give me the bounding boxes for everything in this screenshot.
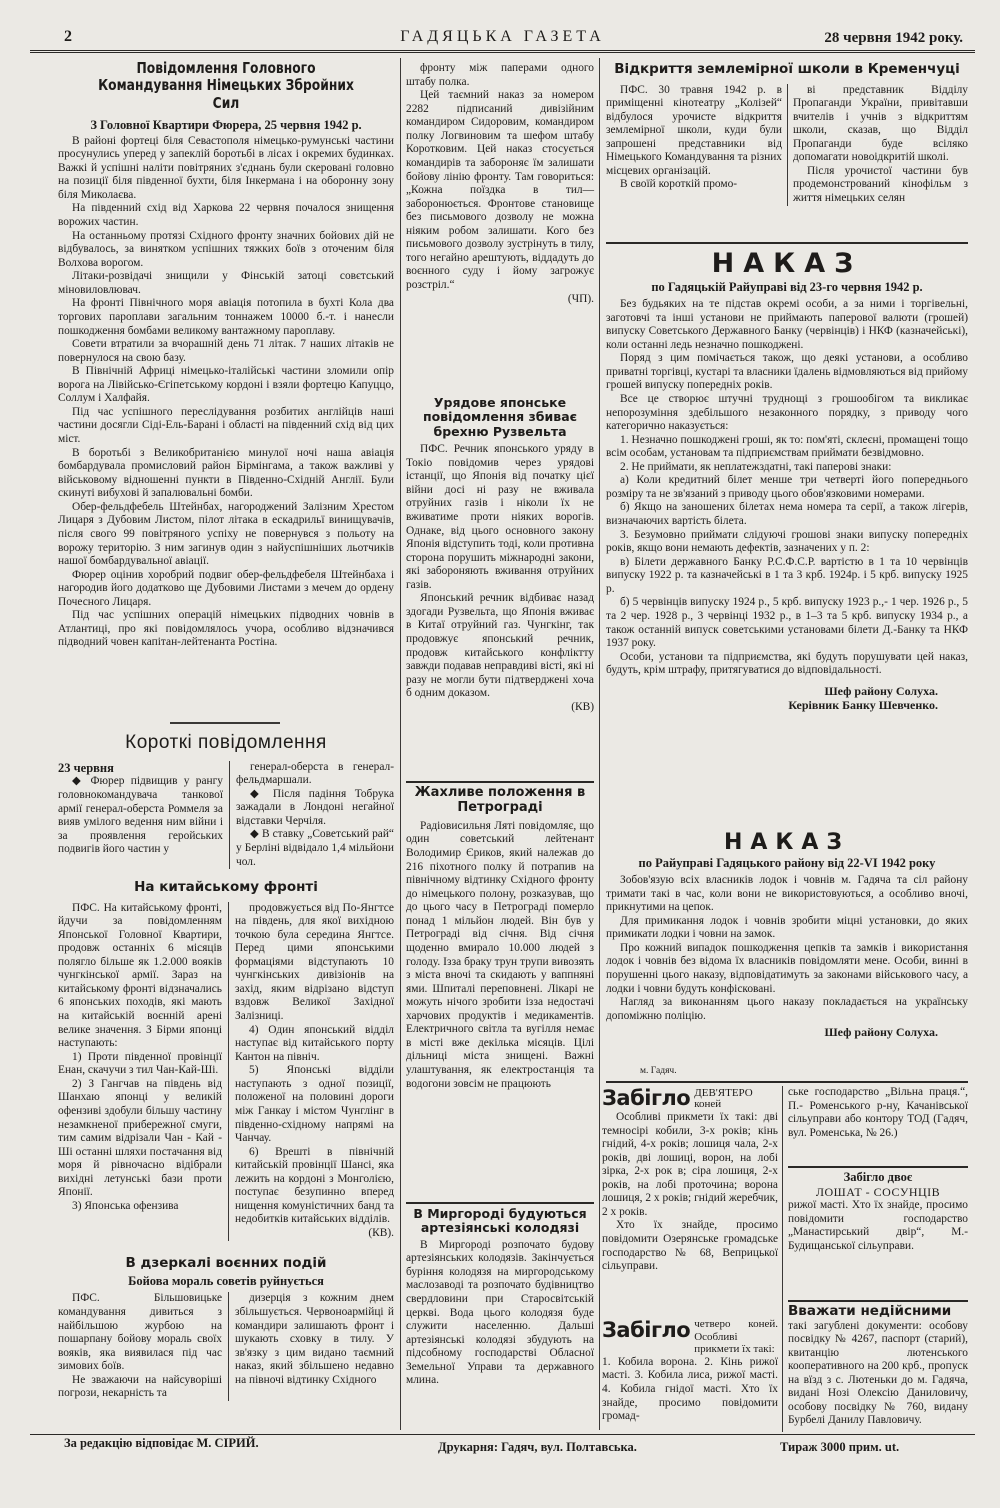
paragraph: ПФС. На китайському фронті, йдучи за повідомленням Японської Головної Квартири, продовж останніх 6 місяців полягло більше як 1.2.000 вояків чунгкінської армії. Зараз на китайському фронті відзначались 6 японських походів, які мають на китайській воєнній арені велике значення. З Бірми японці наступають: — [58, 901, 222, 1050]
school-right — [793, 84, 968, 206]
paragraph: Особи, установи та підприємства, які будуть порушувати цей наказ, будуть, крім штрафу, притягуватися до відповідальності. — [606, 650, 968, 677]
paragraph: 3. Безумовно приймати слідуючі грошові знаки випуску попередніх років, якщо вони немають дефектів, зазначених у п. 2: — [606, 528, 968, 555]
article-ghq-report — [58, 60, 394, 726]
source-tag: (ЧП). — [567, 292, 594, 305]
article-body — [58, 135, 394, 650]
paragraph: Совети втратили за вчорашній день 71 літак. 7 наших літаків не повернулося на свою базу. — [58, 338, 394, 364]
separator — [606, 242, 968, 244]
paragraph: Цей таємний наказ за номером 2282 підписаний дивізійним командиром Сидоровим, командиром полку Логвиновим та шефом штабу Коротковим. Цей наказ стосується командирів та забороняє їм залишати бойову лінію фронту. Там говориться: „Кожна поїздка в тил—заборонюється. Фронтове становище без письмового дозволу не можна ніяким робом залишати. Кого без письмового дозволу зустрінуть в тилу, того негайно арештують, віддадуть до воєнного суду і йому загрожує розстріл.“ — [406, 89, 594, 291]
ad-title: Забігло двоє — [843, 1170, 913, 1184]
order-title: НАКАЗ — [711, 248, 863, 279]
page-number: 2 — [64, 28, 72, 45]
news-date: 23 червня — [58, 760, 114, 775]
paragraph: б) Якщо на заношених білетах нема номера та серії, а також лігерів, визначаючих вартість білета. — [606, 501, 968, 527]
ad-two-foals — [788, 1170, 968, 1300]
paragraph: Після урочистої частини був продемонстрований кінофільм з життя німецьких селян — [793, 164, 968, 205]
paragraph: Все це створює штучні труднощі з грошообігом та викликає непорозуміння здебільшого незаконного порядку, з приводу чого категорично наказується: — [606, 392, 968, 433]
newspaper-title: ГАДЯЦЬКА ГАЗЕТА — [400, 28, 605, 45]
paragraph: 6) Врешті в північній китайській провінції Шансі, яка лежить на кордоні з Монголією, поступає безупинно вперед нищення комуністичних банд та недобитків китайських відділів. — [235, 1145, 394, 1226]
place-label: м. Гадяч. — [640, 1066, 677, 1076]
article-body — [406, 443, 594, 701]
paragraph: генерал-оберста в генерал-фельдмаршали. — [236, 760, 394, 787]
paragraph: Літаки-розвідачі знищили у Фінській затоці совєтський міновиловлювач. — [58, 270, 394, 296]
paragraph: 4) Один японський відділ наступає від китайського порту Кантон на північ. — [235, 1023, 394, 1063]
paragraph: продовжується від По-Янгтсе на південь, для якої вихідною точкою була середина Янгтсе. Перед цими японськими формаціями відступають 10 чунгкінських дивізіонів на захід, яким відрізано відступ вздовж Великої Західної Залізниці. — [235, 901, 394, 1023]
paragraph: ПФС. Речник японського уряду в Токіо повідомив через урядові істанції, що Японія від початку цієї війни досі ні разу не вживала отруйних газів і ніколи їх не вживатиме проти ніяких ворогів. Однаке, від цього основного закону Японія відступить тоді, коли противна сторона порушить міжнародні закони, які забороняють вживання отруйних газів. — [406, 443, 594, 591]
ad-divider — [782, 1086, 783, 1432]
ad-text: Хто їх знайде, просимо повідомити Озерянське громадське господарство № 68, Веприцької сільуправи. — [602, 1219, 778, 1273]
paragraph: Фюрер оцінив хоробрий подвиг обер-фельдфебеля Штейнбаха і нагородив його додатково ще Дубовими Листами з мечем до ордену Почесного Лицаря. — [58, 568, 394, 608]
order-title: НАКАЗ — [723, 830, 851, 855]
article-mirror-events — [58, 1256, 394, 1430]
paragraph: Під час успішного переслідування розбитих англійців наші частини досягли Сіді-Ель-Барані і області на південний схід від цих міст. — [58, 405, 394, 445]
order-body — [606, 298, 968, 678]
separator — [606, 1081, 968, 1083]
article-short-news — [58, 732, 394, 882]
printer-line: Друкарня: Гадяч, вул. Полтавська. — [438, 1440, 637, 1454]
masthead — [30, 28, 975, 53]
order-body — [606, 874, 968, 1023]
paragraph: Для примикання лодок і човнів зробити міцні установки, до яких примикати лодки і човни на замок. — [606, 914, 968, 941]
article-title: Жахливе положення в Петрограді — [414, 785, 586, 815]
ad-text: Особливі прикмети їх такі: дві темносірі кобили, 3-х років; кінь гнідий, 4-х років; лошиця чала, 2-х років, дві лошиці, ворон, на лобі зірка, 2-х рок в; сіра лошиця, 2-х років, на лобі проточина; ворона лошиця, 2 х років; гнідий жеребчик, 2 х років. — [602, 1110, 778, 1218]
separator — [788, 1166, 968, 1168]
order-subtitle: по Райуправі Гадяцького району від 22-VI 1942 року — [638, 856, 936, 871]
paragraph: Нагляд за виконанням цього наказу покладається на українську допоміжню поліцію. — [606, 996, 968, 1022]
article-school — [606, 62, 968, 242]
paragraph: В Миргороді розпочато будову артезіянських колодязів. Закінчується буріння колодязя на миргородському маслозаводі та розпочато будівництво свердловини при Старосвітській церкві. Вода цього колодязя буде служити населенню. Дальші артезіянські колодязі збудують на підсобному господарстві Обласної Земельної Управи та державного млина. — [406, 1238, 594, 1387]
paragraph: Без будьяких на те підстав окремі особи, а за ними і торгівельні, заготовчі та інші установи не приймають паперової валюти (грошей) випуску Советського Державного Банку (червінців) і НКФ (казначейські), коли останні ледь незначно пошкоджені. — [606, 298, 968, 351]
signature: Шеф району Солуха. — [824, 1025, 938, 1040]
paragraph: ПФС. 30 травня 1942 р. в приміщенні кінотеатру „Колізей“ відбулося урочисте відкриття землемірної школи, куди були запрошені представники від Німецького Командування та різних місцевих організацій. — [606, 83, 782, 177]
paragraph: В Північній Африці німецько-італійські частини зломили опір ворога на Лівійсько-Єгіпетському кордоні і взяли фортецю Капуццо, Соллум і Халфайя. — [58, 365, 394, 405]
ad-title: Забігло — [602, 1318, 691, 1342]
article-subtitle: Бойова мораль советів руйнується — [128, 1273, 324, 1288]
article-title: Відкриття землемірної школи в Кременчуці — [614, 61, 960, 77]
paragraph: дизерція з кожним днем збільшується. Червоноармійці й командири залишають фронт і шукають сховку в тилу. У зв'язку з цим видано таємний наказ, який збільшено недавно на півночі відтинку Східного — [235, 1292, 394, 1386]
column-divider — [400, 58, 401, 1430]
paragraph: ◆ Фюрер підвищив у рангу головнокомандувача танкової армії генерал-оберста Роммеля за вияв умілого ведення ним війни і за проявлення геройських подвигів його частин у — [58, 775, 223, 856]
article-title: Урядове японське повідомлення збиває брехню Рузвельта — [422, 395, 578, 439]
ad-text: такі загублені документи: особову посвідку № 4267, паспорт (старий), квитанцію лютенського кооперативного на 200 крб., пропуск на вїзд з с. Лютеньки до м. Гадяча, видані Нозі Олексію Даниловичу, особову посвідку № 760, видану Бурбелі Данилу Павловичу. — [788, 1319, 968, 1427]
ad-continuation — [788, 1086, 968, 1168]
paragraph: 1. Незначно пошкоджені гроші, як то: пом'яті, склеєні, промащені тощо всім особам, установам та підприємствам приймати безвідмовно. — [606, 433, 968, 460]
ad-title: Забігло — [602, 1086, 691, 1110]
ad-nine-horses — [602, 1086, 778, 1314]
paragraph: На південний схід від Харкова 22 червня почалося знищення ворожих частин. — [58, 202, 394, 228]
paragraph: фронту між паперами одного штабу полка. — [406, 62, 594, 88]
column-divider — [599, 58, 600, 1430]
separator — [406, 1202, 594, 1204]
paragraph: в) Білети державного Банку Р.С.Ф.С.Р. вартістю в 1 та 10 червінців випуску 1922 р. та казначейські в 1 та 3 крб. 1924р. і 5 крб. випуску 1925 р. — [606, 555, 968, 595]
china-left — [58, 902, 222, 1241]
news-right — [236, 761, 394, 870]
paragraph: Японський речник відбиває назад здогади Рузвельта, що Японія вживає в Китаї отруйний газ. Чунгкінг, так продовжує японський речник, продовж китайського конфліктту завжди подавав неправдиві вісті, які ні разу не могли бути підтверджені хоча б одним доказом. — [406, 592, 594, 700]
footer-rule — [30, 1434, 975, 1435]
paragraph: Зобов'язую всіх власників лодок і човнів м. Гадяча та сіл району тримати такі в час, коли вони не використовуються, а особливо вночі, прикнутими на цепок. — [606, 874, 968, 914]
paragraph: а) Коли кредитний білет менше три четверті його попереднього розміру та не зв'язаний з приводу цього обов'язковими номерами. — [606, 474, 968, 500]
paragraph: ПФС. Більшовицьке командування дивиться з найбільшою журбою на пошарпану бойову мораль своїх вояків, яка виявилася під час зимових боїв. — [58, 1292, 222, 1373]
continuation-body — [406, 62, 594, 293]
paragraph: 2) З Гангчав на південь від Шанхаю японці у великій офензиві здобули більшу частину незамкненої прибережної смуги, тим самим відрізали Чан - Кай - Ші останні шляхи постачання від моря й рівночасно відібрали вихідні летунські бази проти Японії. — [58, 1077, 222, 1199]
order-subtitle: по Гадяцькій Райуправі від 23-го червня 1942 р. — [651, 280, 923, 295]
news-left — [58, 775, 223, 856]
article-body — [406, 1239, 594, 1388]
article-continuation — [406, 62, 594, 386]
circulation-line: Тираж 3000 прим. ut. — [780, 1440, 900, 1454]
article-japan — [406, 396, 594, 776]
article-title: В Миргороді будуються артезіянські колодязі — [413, 1206, 587, 1236]
ad-text: рижої масті. Хто їх знайде, просимо повідомити господарство „Манастирський двір“, М.-Будищанської сільуправи. — [788, 1199, 968, 1252]
school-left — [606, 84, 782, 206]
order-1 — [606, 248, 968, 828]
ad-text: ське господарство „Вільна праця.“, П.- Роменського р-ну, Качанівської сільуправи або контору ТОД (Гадяч, вул. Роменська, № 26.) — [788, 1086, 968, 1139]
paragraph: ◆ В ставку „Советський рай“ у Берліні відвідало 1,4 мільйони чол. — [236, 828, 394, 868]
source-tag: (КВ) — [571, 700, 594, 713]
article-mirgorod — [406, 1207, 594, 1432]
article-petrograd — [406, 786, 594, 1206]
ad-title-sub: ЛОШАТ - СОСУНЦІВ — [815, 1184, 941, 1199]
article-title: Повідомлення Головного Командування Німецьких Збройних Сил — [98, 59, 354, 112]
article-subtitle: З Головної Квартири Фюрера, 25 червня 1942 р. — [90, 117, 362, 132]
mirror-right — [235, 1292, 394, 1401]
article-body — [406, 820, 594, 1091]
ad-title-side: четверо коней. Особливі прикмети їх такі: — [694, 1318, 778, 1356]
paragraph: Поряд з цим помічається також, що деякі установи, а особливо приватні торгівці, кустарі та власники їдалень відмовляються від прийому грошей випуску попередніх років. — [606, 352, 968, 392]
signature: Шеф району Солуха. — [824, 683, 938, 698]
separator — [788, 1300, 968, 1302]
paragraph: ві представник Відділу Пропаганди України, привітавши вчителів і учнів з відкриттям школи, сказав, що Відділ Пропаганди буде всіляко допомагати новоідкритій школі. — [793, 83, 968, 164]
signature: Керівник Банку Шевченко. — [788, 698, 938, 713]
paragraph: На останньому протязі Східного фронту значних бойових дій не відбувалось, за винятком успішних тяжких боїв з оточеним біля Волхова ворогом. — [58, 229, 394, 269]
article-title: На китайському фронті — [134, 879, 318, 895]
paragraph: ◆ Після падіння Тобрука зажадали в Лондоні негайної відставки Черчіля. — [236, 787, 394, 827]
ad-title-side: ДЕВ'ЯТЕРО коней — [694, 1086, 753, 1111]
ad-text: 1. Кобила ворона. 2. Кінь рижої масті. 3. Кобила лиса, рижої масті. 4. Кобила гнідої масті. Хто їх знайде, просимо повідомити громад- — [602, 1355, 778, 1423]
paragraph: 5) Японські відділи наступають з одної позиції, положеної на половині дороги між Ганкау і містом Чунглінг в південно-східному напрямі на Чанчау. — [235, 1064, 394, 1145]
separator — [170, 722, 280, 724]
ad-title: Вважати недійсними — [788, 1303, 952, 1319]
paragraph: В своїй короткій промо- — [620, 178, 738, 191]
paragraph: 3) Японська офензива — [72, 1199, 179, 1212]
editor-line: За редакцію відповідає М. СІРИЙ. — [64, 1436, 259, 1450]
ad-invalid-docs — [788, 1304, 968, 1432]
article-title: В дзеркалі воєнних подій — [125, 1255, 327, 1271]
paragraph: В боротьбі з Великобританією минулої ночі наша авіація бомбардувала промисловий район Бірмінгама, а також важливі у військовому відношенні пункти в Південно-Східній Англії. Були скинуті вибухові й запалювальні бомби. — [58, 446, 394, 500]
separator — [406, 781, 594, 783]
paragraph: Про кожний випадок пошкодження цепків та замків і використання лодок і човнів без відома їх власників повідомляти мене. Особи, винні в порушенні цього наказу, відповідатимуть за законами військового часу, а лодки і човни будуть конфісковані. — [606, 941, 968, 995]
paragraph: Обер-фельдфебель Штейнбах, нагороджений Залізним Хрестом Лицаря з Дубовим Листом, пілот літака в ескадрильї винищувачів, після свого 99 повітряного успіху не повернувся з польоту на ворожу територію. З ним загинув один з найуспішніших льотчиків нашої бомбардувальної авіації. — [58, 500, 394, 568]
order-2 — [606, 830, 968, 1078]
paragraph: Радіовисильня Ляті повідомляє, що один советський лейтенант Володимир Єриков, який належав до 216 піхотного полку й потрапив на північному відтинку Східного фронту до німецького полону, розказував, що до цього часу в Петрограді померло понад 1 мільйон людей. Він був у Петрограді від січня. Від січня щоденно вмирало 10.000 людей з голоду. Ізза браку трун трупи вивозять з міста вночі та скидають у ваппняні ями. Шпиталі переповнені. Лікарі не можуть нічого зробити ізза недостачі харчових продуктів і медикаментів. Електричного світла та вугілля немає в місті вже декілька місяців. Цілі дільниці міста знищені. Важні улаштування, як електростанція та водогони зовсім не працюють — [406, 819, 594, 1090]
article-china-front — [58, 879, 394, 1240]
source-tag: (КВ). — [368, 1227, 394, 1240]
paragraph: 1) Проти південної провінції Енан, скачучи з тил Чан-Кай-Ші. — [58, 1050, 222, 1077]
paragraph: На фронті Північного моря авіація потопила в бухті Кола два торгових пароплави загальним тоннажем 10000 б.-т. і нанесли пошкодження бомбами великому вантажному пароплаву. — [58, 297, 394, 337]
paragraph: 2. Не приймати, як неплатежздатні, такі паперові знаки: — [620, 460, 892, 473]
paragraph: Не зважаючи на найсуворіші погрози, некарність та — [58, 1373, 222, 1400]
paragraph: б) 5 червінців випуску 1924 р., 5 крб. випуску 1923 р.,- 1 чер. 1926 р., 5 та 2 чер. 1928 р., 3 червінці 1932 р., в 1–3 та 5 крб. випуску 1934 р., а також останній випуск советськими установами білети Д.-Банку та НКФ 1937 року. — [606, 596, 968, 650]
china-right — [235, 902, 394, 1228]
paragraph: Під час успішних операцій німецьких підводних човнів в Атлантиці, про які повідомлялось учора, особливо відзначився підводний човен капітан-лейтенанта Ростіна. — [58, 609, 394, 649]
paragraph: В районі фортеці біля Севастополя німецько-румунські частини просунулись уперед у запеклій боротьбі в лісах і окремих будинках. Важкі й успішні наліти повітряних з'єднань були скеровані головно на позиції біля південної бухти, біля Інкермана і на оборонну зону біля Миколаєва. — [58, 134, 394, 201]
section-title: Короткі повідомлення — [125, 732, 327, 753]
ad-four-horses — [602, 1318, 778, 1432]
issue-date: 28 червня 1942 року. — [824, 30, 963, 46]
mirror-left — [58, 1292, 222, 1401]
